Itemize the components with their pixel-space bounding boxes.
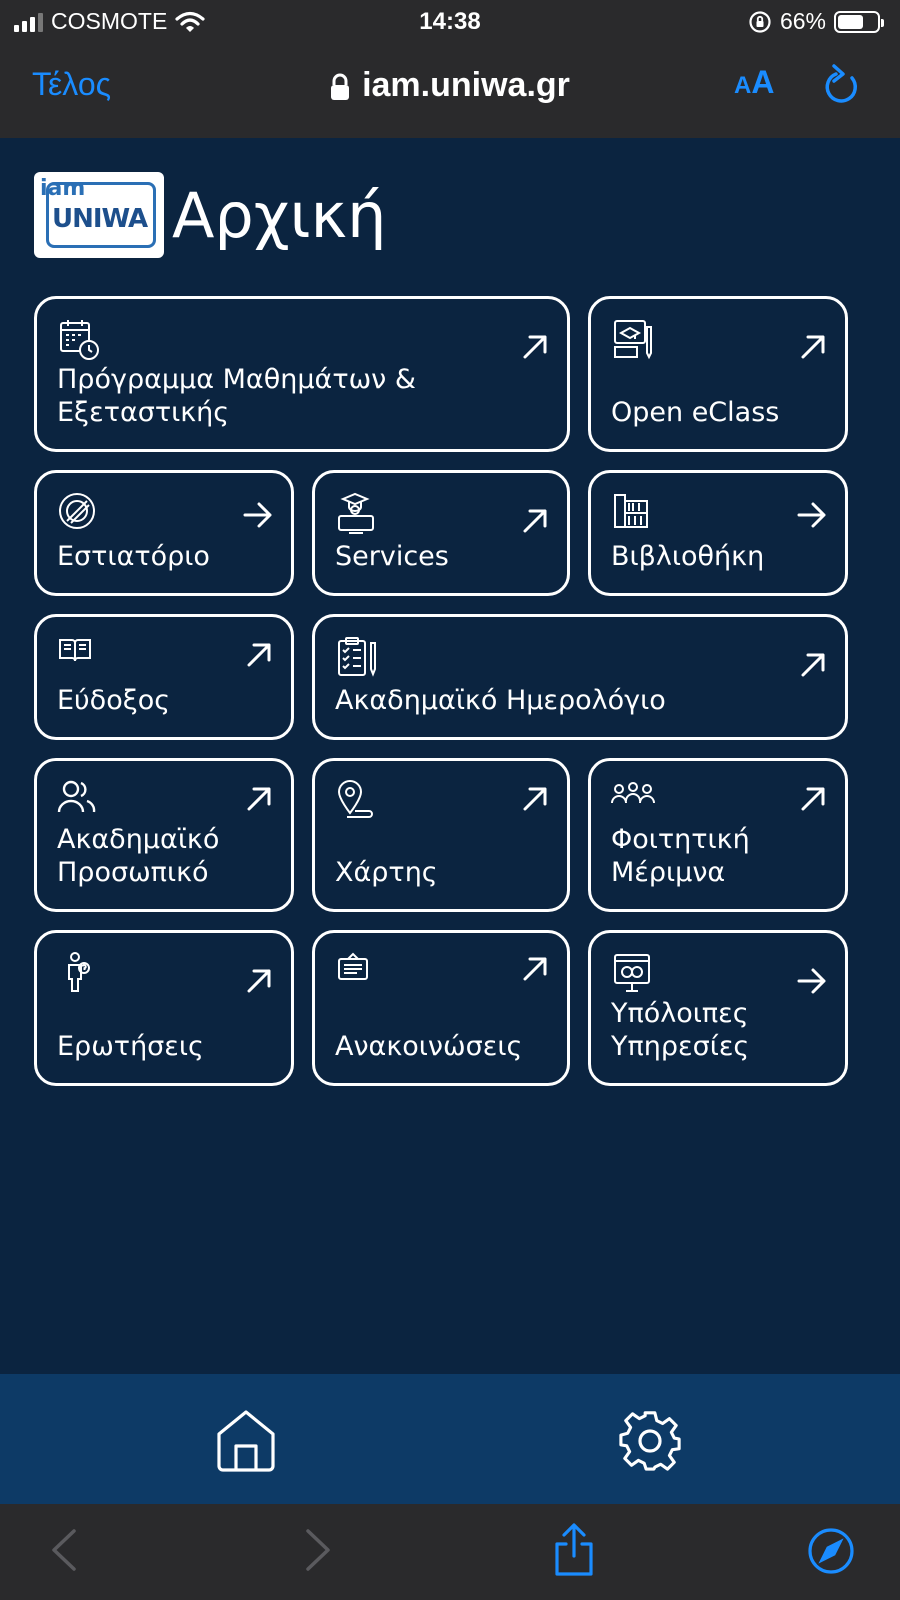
home-icon (214, 1408, 278, 1472)
arrow-diagonal-icon (799, 785, 827, 813)
battery-percent: 66% (779, 8, 826, 34)
open-book-icon (57, 635, 93, 665)
gear-icon (618, 1408, 682, 1472)
graduate-computer-icon (335, 491, 379, 535)
text-size-big-label: A (751, 64, 775, 100)
arrow-right-icon (797, 501, 827, 529)
arrow-diagonal-icon (521, 785, 549, 813)
tile-label: Υπόλοιπες Υπηρεσίες (611, 998, 750, 1062)
tile-label: Εστιατόριο (57, 541, 210, 572)
tile-services[interactable] (312, 470, 570, 596)
arrow-diagonal-icon (245, 785, 273, 813)
arrow-diagonal-icon (245, 967, 273, 995)
compass-icon (806, 1526, 856, 1576)
tile-label: Ερωτήσεις (57, 1031, 204, 1062)
reload-button[interactable] (822, 64, 862, 112)
notice-board-icon (335, 951, 371, 985)
chevron-left-icon (50, 1528, 78, 1572)
back-button[interactable] (50, 1528, 78, 1576)
arrow-diagonal-icon (521, 507, 549, 535)
tile-other-services[interactable] (588, 930, 848, 1086)
text-size-small-label: A (734, 72, 752, 99)
done-button[interactable]: Τέλος (32, 66, 112, 102)
share-icon (552, 1522, 596, 1578)
arrow-right-icon (797, 967, 827, 995)
lock-icon (330, 73, 350, 101)
arrow-diagonal-icon (799, 333, 827, 361)
tile-label: Ακαδημαϊκό Προσωπικό (57, 824, 220, 888)
battery-fill (838, 15, 863, 29)
tile-label: Χάρτης (335, 857, 438, 888)
page-title: Αρχική (172, 178, 387, 252)
tile-label: Open eClass (611, 397, 780, 428)
tile-academic-staff[interactable] (34, 758, 294, 912)
url-text: iam.uniwa.gr (362, 66, 570, 104)
reload-icon (822, 64, 862, 108)
orientation-lock-icon (748, 10, 772, 34)
browser-address-bar (0, 46, 900, 138)
tile-announcements[interactable] (312, 930, 570, 1086)
map-pin-icon (335, 779, 375, 819)
tile-academic-calendar[interactable] (312, 614, 848, 740)
battery-icon (834, 11, 880, 33)
carrier-name: COSMOTE (51, 8, 168, 34)
bookshelf-icon (611, 491, 651, 531)
arrow-diagonal-icon (799, 651, 827, 679)
status-right (748, 8, 880, 35)
tile-label: Ακαδημαϊκό Ημερολόγιο (335, 685, 666, 716)
calendar-clock-icon (57, 317, 101, 361)
uniwa-logo (34, 172, 164, 258)
clipboard-checklist-icon (335, 635, 379, 679)
forward-button[interactable] (304, 1528, 332, 1576)
tile-label: Services (335, 541, 449, 572)
safari-button[interactable] (806, 1526, 856, 1580)
eclass-icon (611, 317, 655, 361)
nav-settings-button[interactable] (618, 1408, 682, 1476)
tile-label: Ανακοινώσεις (335, 1031, 523, 1062)
logo-text-top: iam (40, 176, 86, 201)
status-bar (0, 0, 900, 46)
tile-restaurant[interactable] (34, 470, 294, 596)
tile-questions[interactable] (34, 930, 294, 1086)
tile-map[interactable] (312, 758, 570, 912)
tile-course-schedule[interactable] (34, 296, 570, 452)
text-size-button[interactable] (734, 64, 774, 101)
arrow-diagonal-icon (245, 641, 273, 669)
person-question-icon (57, 951, 97, 995)
tile-open-eclass[interactable] (588, 296, 848, 452)
arrow-diagonal-icon (521, 955, 549, 983)
clock: 14:38 (419, 8, 481, 35)
tile-label: Πρόγραμμα Μαθημάτων & Εξεταστικής (57, 364, 416, 428)
people-icon (57, 779, 97, 815)
tile-label: Εύδοξος (57, 685, 171, 716)
arrow-diagonal-icon (521, 333, 549, 361)
tile-eudoxus[interactable] (34, 614, 294, 740)
tile-label: Φοιτητική Μέριμνα (611, 824, 750, 888)
arrow-right-icon (243, 501, 273, 529)
tile-library[interactable] (588, 470, 848, 596)
chevron-right-icon (304, 1528, 332, 1572)
app-bottom-nav (0, 1374, 900, 1504)
monitor-services-icon (611, 951, 655, 995)
plate-cutlery-icon (57, 491, 97, 531)
share-button[interactable] (552, 1522, 596, 1582)
logo-text-main: UNIWA (52, 204, 148, 234)
tile-label: Βιβλιοθήκη (611, 541, 765, 572)
group-icon (611, 779, 655, 809)
browser-toolbar (0, 1504, 900, 1600)
nav-home-button[interactable] (214, 1408, 278, 1476)
tile-student-care[interactable] (588, 758, 848, 912)
page-header (34, 172, 386, 258)
